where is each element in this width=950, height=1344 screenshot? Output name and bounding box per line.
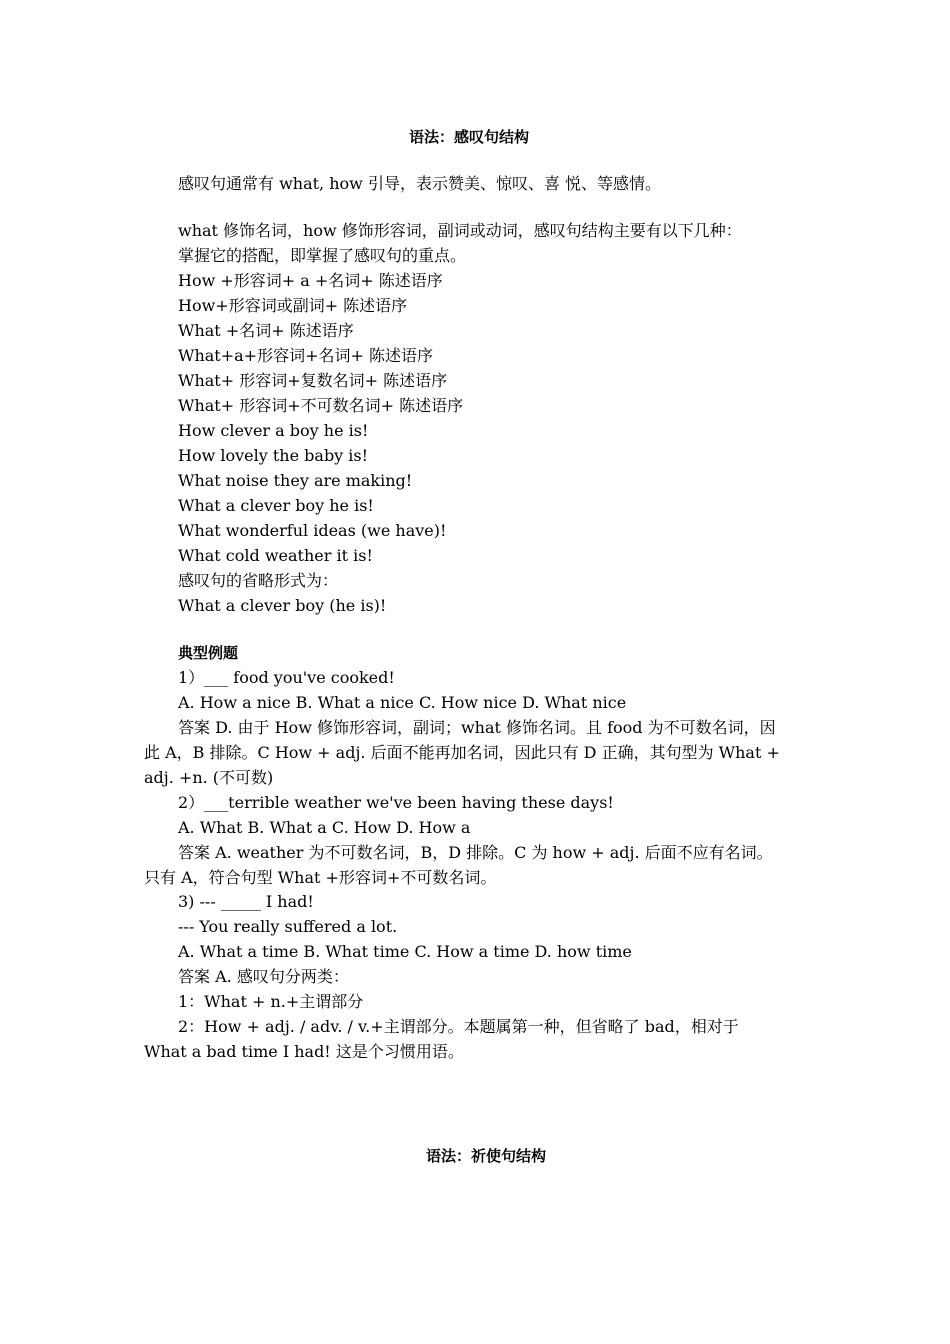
question-2-answer: 答案 A. weather 为不可数名词，B，D 排除。C 为 how + adj. 后面不应有名词。	[178, 843, 773, 862]
question-3: 3) --- _____ I had!	[178, 892, 314, 911]
examples-heading: 典型例题	[178, 644, 239, 662]
intro-paragraph: 感叹句通常有 what, how 引导，表示赞美、惊叹、喜 悦、等感情。	[178, 174, 662, 193]
question-1-answer: 答案 D. 由于 How 修饰形容词，副词；what 修饰名词。且 food 为不可数名词，因	[178, 718, 776, 737]
question-3-reply: --- You really suffered a lot.	[178, 917, 398, 936]
question-2-answer: 只有 A，符合句型 What +形容词+不可数名词。	[144, 868, 497, 887]
structure-line: What +名词+ 陈述语序	[178, 321, 354, 340]
example-sentence: What a clever boy (he is)!	[178, 596, 387, 615]
question-3-answer: 2：How + adj. / adv. / v.+主谓部分。本题属第一种，但省略了 bad，相对于	[178, 1017, 739, 1036]
example-sentence: How lovely the baby is!	[178, 446, 369, 465]
structure-line: How+形容词或副词+ 陈述语序	[178, 296, 408, 315]
section-title: 语法：感叹句结构	[409, 128, 530, 146]
structure-line: How +形容词+ a +名词+ 陈述语序	[178, 271, 443, 290]
text-line: 掌握它的搭配，即掌握了感叹句的重点。	[178, 246, 467, 265]
question-3-answer: 1：What + n.+主谓部分	[178, 992, 364, 1011]
example-sentence: What cold weather it is!	[178, 546, 373, 565]
question-3-answer: What a bad time I had! 这是个习惯用语。	[144, 1042, 464, 1061]
question-1: 1）___ food you've cooked!	[178, 668, 395, 687]
example-sentence: What noise they are making!	[178, 471, 413, 490]
example-sentence: What a clever boy he is!	[178, 496, 374, 515]
example-sentence: How clever a boy he is!	[178, 421, 369, 440]
question-1-options: A. How a nice B. What a nice C. How nice D. What nice	[178, 693, 627, 712]
structure-line: What+ 形容词+复数名词+ 陈述语序	[178, 371, 448, 390]
question-3-options: A. What a time B. What time C. How a time D. how time	[178, 942, 632, 961]
text-line: 感叹句的省略形式为：	[178, 571, 339, 590]
question-1-answer: 此 A，B 排除。C How + adj. 后面不能再加名词，因此只有 D 正确，其句型为 What +	[144, 743, 780, 762]
section-title: 语法：祈使句结构	[426, 1147, 547, 1165]
example-sentence: What wonderful ideas (we have)!	[178, 521, 447, 540]
question-1-answer: adj. +n. (不可数)	[144, 768, 274, 787]
text-line: what 修饰名词，how 修饰形容词，副词或动词，感叹句结构主要有以下几种：	[178, 221, 742, 240]
structure-line: What+a+形容词+名词+ 陈述语序	[178, 346, 433, 365]
question-2: 2）___terrible weather we've been having these days!	[178, 793, 614, 812]
question-3-answer: 答案 A. 感叹句分两类：	[178, 967, 349, 986]
structure-line: What+ 形容词+不可数名词+ 陈述语序	[178, 396, 464, 415]
question-2-options: A. What B. What a C. How D. How a	[178, 818, 471, 837]
